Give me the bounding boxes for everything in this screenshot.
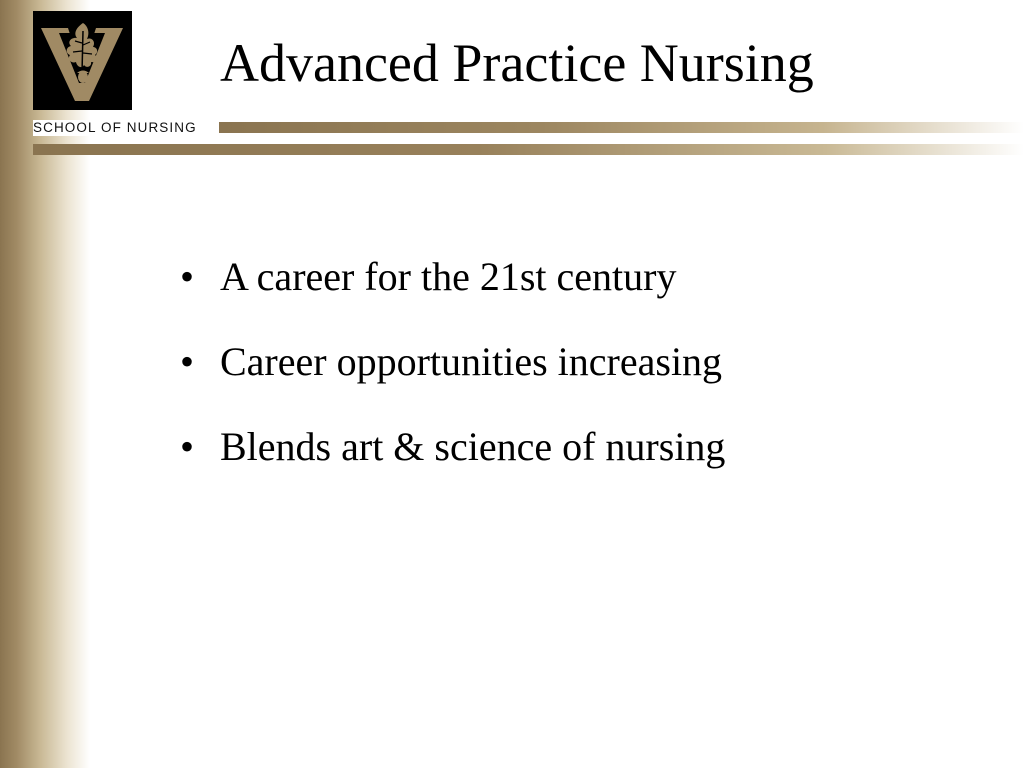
- bullet-text: Blends art & science of nursing: [220, 424, 726, 469]
- bullet-item: [180, 250, 725, 304]
- bullet-item: [180, 335, 725, 389]
- header-rule-bottom: [33, 144, 1024, 155]
- left-gradient-band: [0, 0, 90, 768]
- slide-title: Advanced Practice Nursing: [220, 33, 814, 93]
- bullet-symbol: •: [180, 339, 195, 384]
- bullet-item: [180, 420, 725, 474]
- bullet-text: Career opportunities increasing: [220, 339, 723, 384]
- bullet-list: [180, 250, 725, 505]
- bullet-text: A career for the 21st century: [220, 254, 677, 299]
- bullet-symbol: •: [180, 424, 195, 469]
- school-of-nursing-label: SCHOOL OF NURSING: [33, 120, 203, 136]
- bullet-symbol: •: [180, 254, 195, 299]
- header-rule-top: [219, 122, 1024, 133]
- v-oak-leaf-logo-icon: [33, 11, 132, 110]
